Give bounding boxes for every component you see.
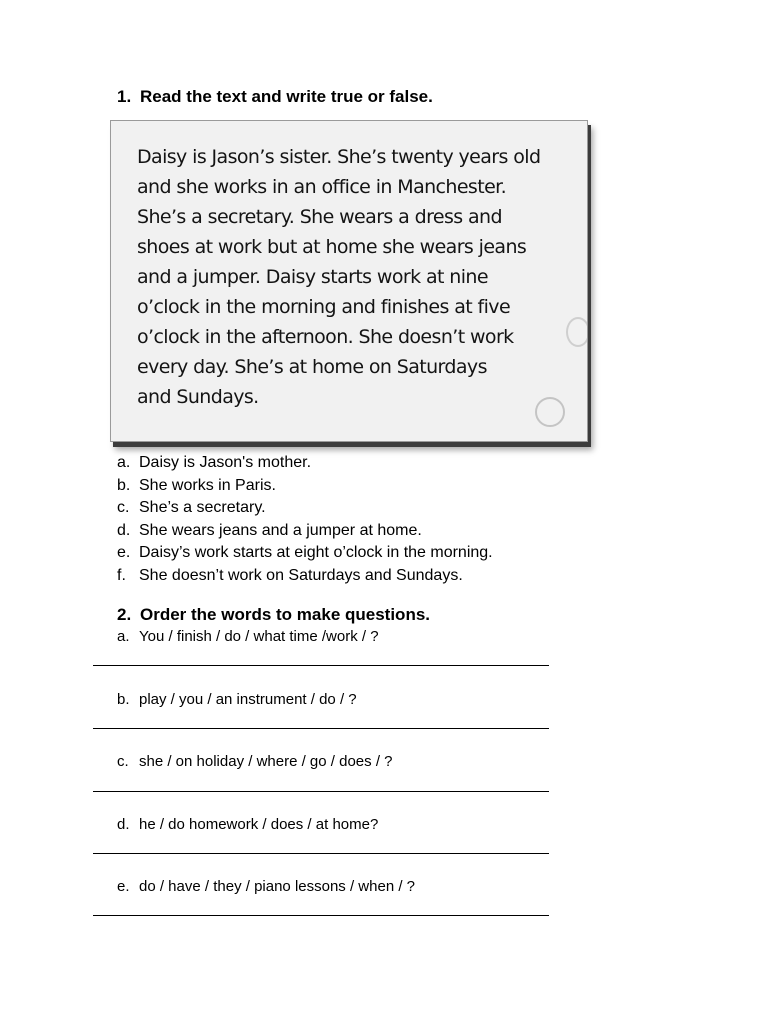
question-item	[117, 816, 378, 834]
answer-line[interactable]	[93, 915, 549, 916]
statement-item	[117, 497, 493, 520]
statement-letter: a.	[117, 454, 131, 471]
question-item	[117, 628, 379, 646]
answer-line[interactable]	[93, 728, 549, 729]
passage-line: and Sundays.	[137, 386, 259, 408]
question-letter: b.	[117, 691, 130, 708]
statement-letter: e.	[117, 544, 131, 561]
question-words: play / you / an instrument / do / ?	[139, 691, 357, 708]
question-item	[117, 691, 357, 709]
question-letter: d.	[117, 816, 130, 833]
question-item	[117, 878, 415, 896]
exercise-2-heading	[117, 605, 430, 625]
exercise-2-number: 2.	[117, 605, 132, 624]
answer-line[interactable]	[93, 853, 549, 854]
exercise-2-instruction: Order the words to make questions.	[140, 605, 431, 624]
passage-line: o’clock in the morning and finishes at five	[137, 296, 511, 318]
statement-text: She wears jeans and a jumper at home.	[139, 521, 422, 539]
question-item	[117, 753, 393, 771]
statement-letter: b.	[117, 476, 131, 494]
question-words: You / finish / do / what time /work / ?	[139, 628, 379, 645]
passage-line: She’s a secretary. She wears a dress and	[137, 206, 502, 228]
question-words: she / on holiday / where / go / does / ?	[139, 753, 393, 770]
statement-item	[117, 565, 493, 588]
statement-text: She doesn’t work on Saturdays and Sundays.	[139, 566, 463, 584]
statement-item	[117, 542, 493, 565]
question-letter: e.	[117, 878, 130, 895]
true-false-statements	[117, 452, 493, 587]
statement-item	[117, 475, 493, 498]
question-letter: a.	[117, 628, 130, 645]
passage-line: and she works in an office in Manchester.	[137, 176, 507, 198]
statement-text: Daisy is Jason's mother.	[139, 454, 312, 471]
answer-line[interactable]	[93, 665, 549, 666]
passage-line: and a jumper. Daisy starts work at nine	[137, 266, 488, 288]
exercise-1-number: 1.	[117, 87, 132, 106]
passage-line: shoes at work but at home she wears jeans	[137, 236, 527, 258]
statement-item	[117, 452, 493, 475]
question-words: do / have / they / piano lessons / when / ?	[139, 878, 416, 895]
statement-letter: c.	[117, 499, 130, 516]
answer-line[interactable]	[93, 791, 549, 792]
passage-line: o’clock in the afternoon. She doesn’t work	[137, 326, 514, 348]
passage-line: Daisy is Jason’s sister. She’s twenty years old	[137, 146, 541, 168]
statement-text: Daisy’s work starts at eight o’clock in the morning.	[139, 544, 493, 561]
passage-line: every day. She’s at home on Saturdays	[137, 356, 487, 378]
statement-item	[117, 520, 493, 543]
statement-letter: d.	[117, 521, 131, 539]
statement-letter: f.	[117, 566, 126, 584]
question-letter: c.	[117, 753, 129, 770]
statement-text: She’s a secretary.	[139, 499, 266, 516]
statement-text: She works in Paris.	[139, 476, 276, 494]
exercise-1-instruction: Read the text and write true or false.	[140, 87, 433, 106]
reading-passage	[137, 142, 577, 412]
exercise-1-heading	[117, 87, 433, 107]
question-words: he / do homework / does / at home?	[139, 816, 379, 833]
reading-passage-box	[110, 120, 588, 442]
